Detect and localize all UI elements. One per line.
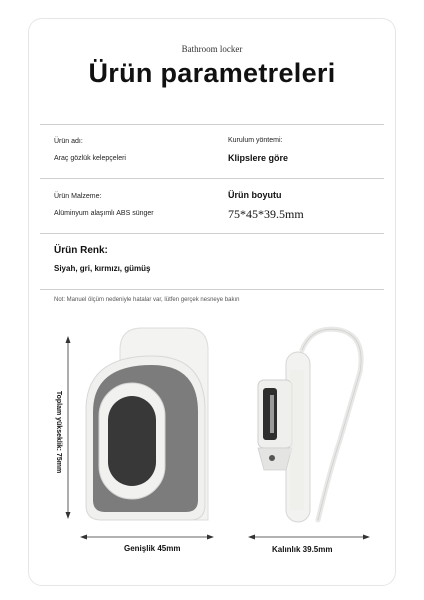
- height-label: Toplam yükseklik: 75mm: [55, 390, 62, 474]
- install-label: Kurulum yöntemi:: [228, 137, 283, 144]
- size-label: Ürün boyutu: [228, 190, 282, 200]
- height-dimension-line: [66, 336, 71, 519]
- clip-front-view: [86, 328, 208, 520]
- color-label: Ürün Renk:: [54, 245, 108, 256]
- color-value: Siyah, gri, kırmızı, gümüş: [54, 264, 151, 273]
- header-subtitle: Bathroom locker: [181, 44, 243, 54]
- material-label: Ürün Malzeme:: [54, 193, 102, 200]
- width-dimension-line: [80, 535, 214, 540]
- thickness-dimension-line: [248, 535, 370, 540]
- name-label: Ürün adı:: [54, 138, 83, 145]
- material-value: Alüminyum alaşımlı ABS sünger: [54, 210, 154, 217]
- page-title: Ürün parametreleri: [88, 58, 336, 88]
- install-value: Klipslere göre: [228, 153, 289, 163]
- clip-side-view: [258, 329, 361, 522]
- name-value: Araç gözlük kelepçeleri: [54, 155, 126, 162]
- measurement-note: Not: Manuel ölçüm nedeniyle hatalar var, lütfen gerçek nesneye bakın: [54, 297, 240, 303]
- width-label: Genişlik 45mm: [124, 544, 181, 553]
- thickness-label: Kalınlık 39.5mm: [272, 545, 333, 554]
- size-value: 75*45*39.5mm: [228, 207, 304, 221]
